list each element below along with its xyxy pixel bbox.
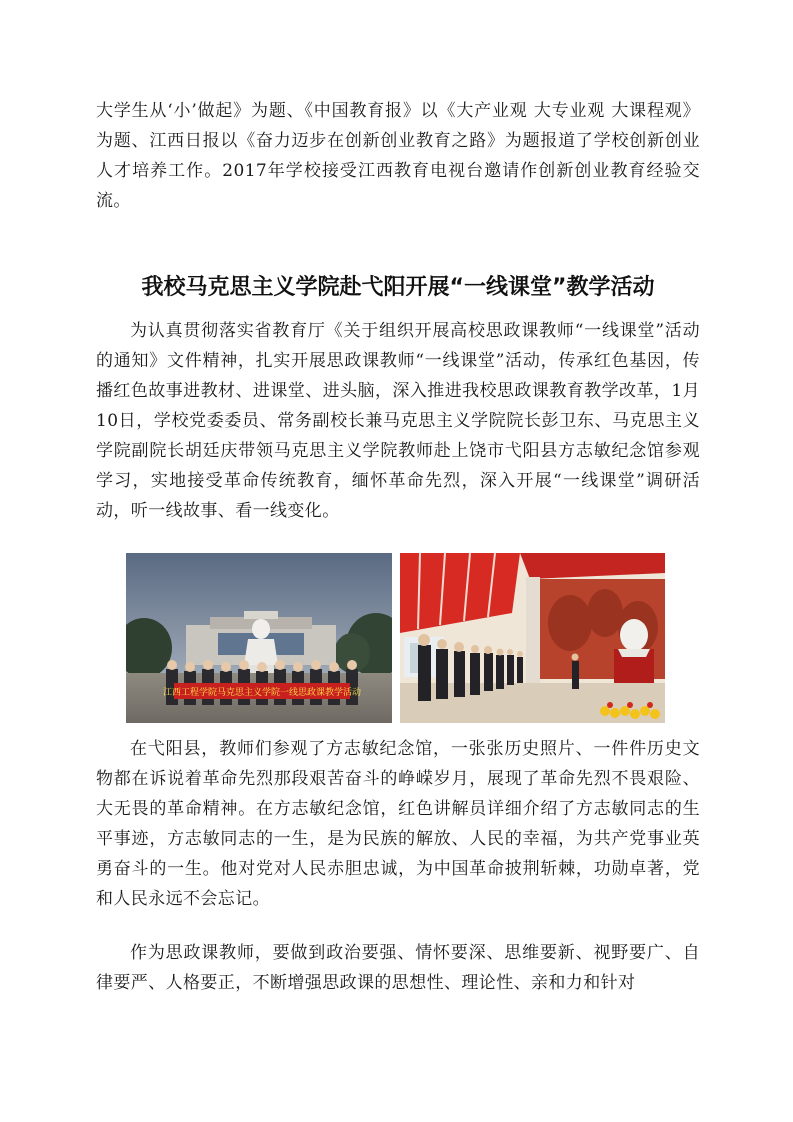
intro-paragraph: 大学生从‘小’做起》为题、《中国教育报》以《大产业观 大专业观 大课程观》为题、江西日报以《奋力迈步在创新创业教育之路》为题报道了学校创新创业人才培养工作。2017年学校接受江西教育电视台邀请作创新创业教育经验交流。 [96, 101, 700, 211]
body-paragraph-2: 在弋阳县，教师们参观了方志敏纪念馆，一张张历史照片、一件件历史文物都在诉说着革命先烈那段艰苦奋斗的峥嵘岁月，展现了革命先烈不畏艰险、大无畏的革命精神。在方志敏纪念馆，红色讲解员详细介绍了方志敏同志的生平事迹，方志敏同志的一生，是为民族的解放、人民的幸福，为共产党事业英勇奋斗的一生。他对党对人民赤胆忠诚，为中国革命披荆斩棘，功勋卓著，党和人民永远不会忘记。 [96, 739, 700, 909]
group-photo-statue [126, 553, 392, 723]
body-paragraph-1: 为认真贯彻落实省教育厅《关于组织开展高校思政课教师“一线课堂”活动的通知》文件精神，扎实开展思政课教师“一线课堂”活动，传承红色基因，传播红色故事进教材、进课堂、进头脑，深入推进我校思政课教育教学改革，1月10日，学校党委委员、常务副校长兼马克思主义学院院长彭卫东、马克思主义学院副院长胡廷庆带领马克思主义学院教师赴上饶市弋阳县方志敏纪念馆参观学习，实地接受革命传统教育，缅怀革命先烈，深入开展“一线课堂”调研活动，听一线故事、看一线变化。 [96, 321, 700, 521]
exhibition-hall-photo [400, 553, 665, 723]
body-paragraph-3: 作为思政课教师，要做到政治要强、情怀要深、思维要新、视野要广、自律要严、人格要正，不断增强思政课的思想性、理论性、亲和力和针对 [96, 943, 700, 993]
banner-text: 江西工程学院马克思主义学院一线思政课教学活动 [162, 688, 362, 698]
article-heading: 我校马克思主义学院赴弋阳开展“一线课堂”教学活动 [141, 275, 655, 300]
